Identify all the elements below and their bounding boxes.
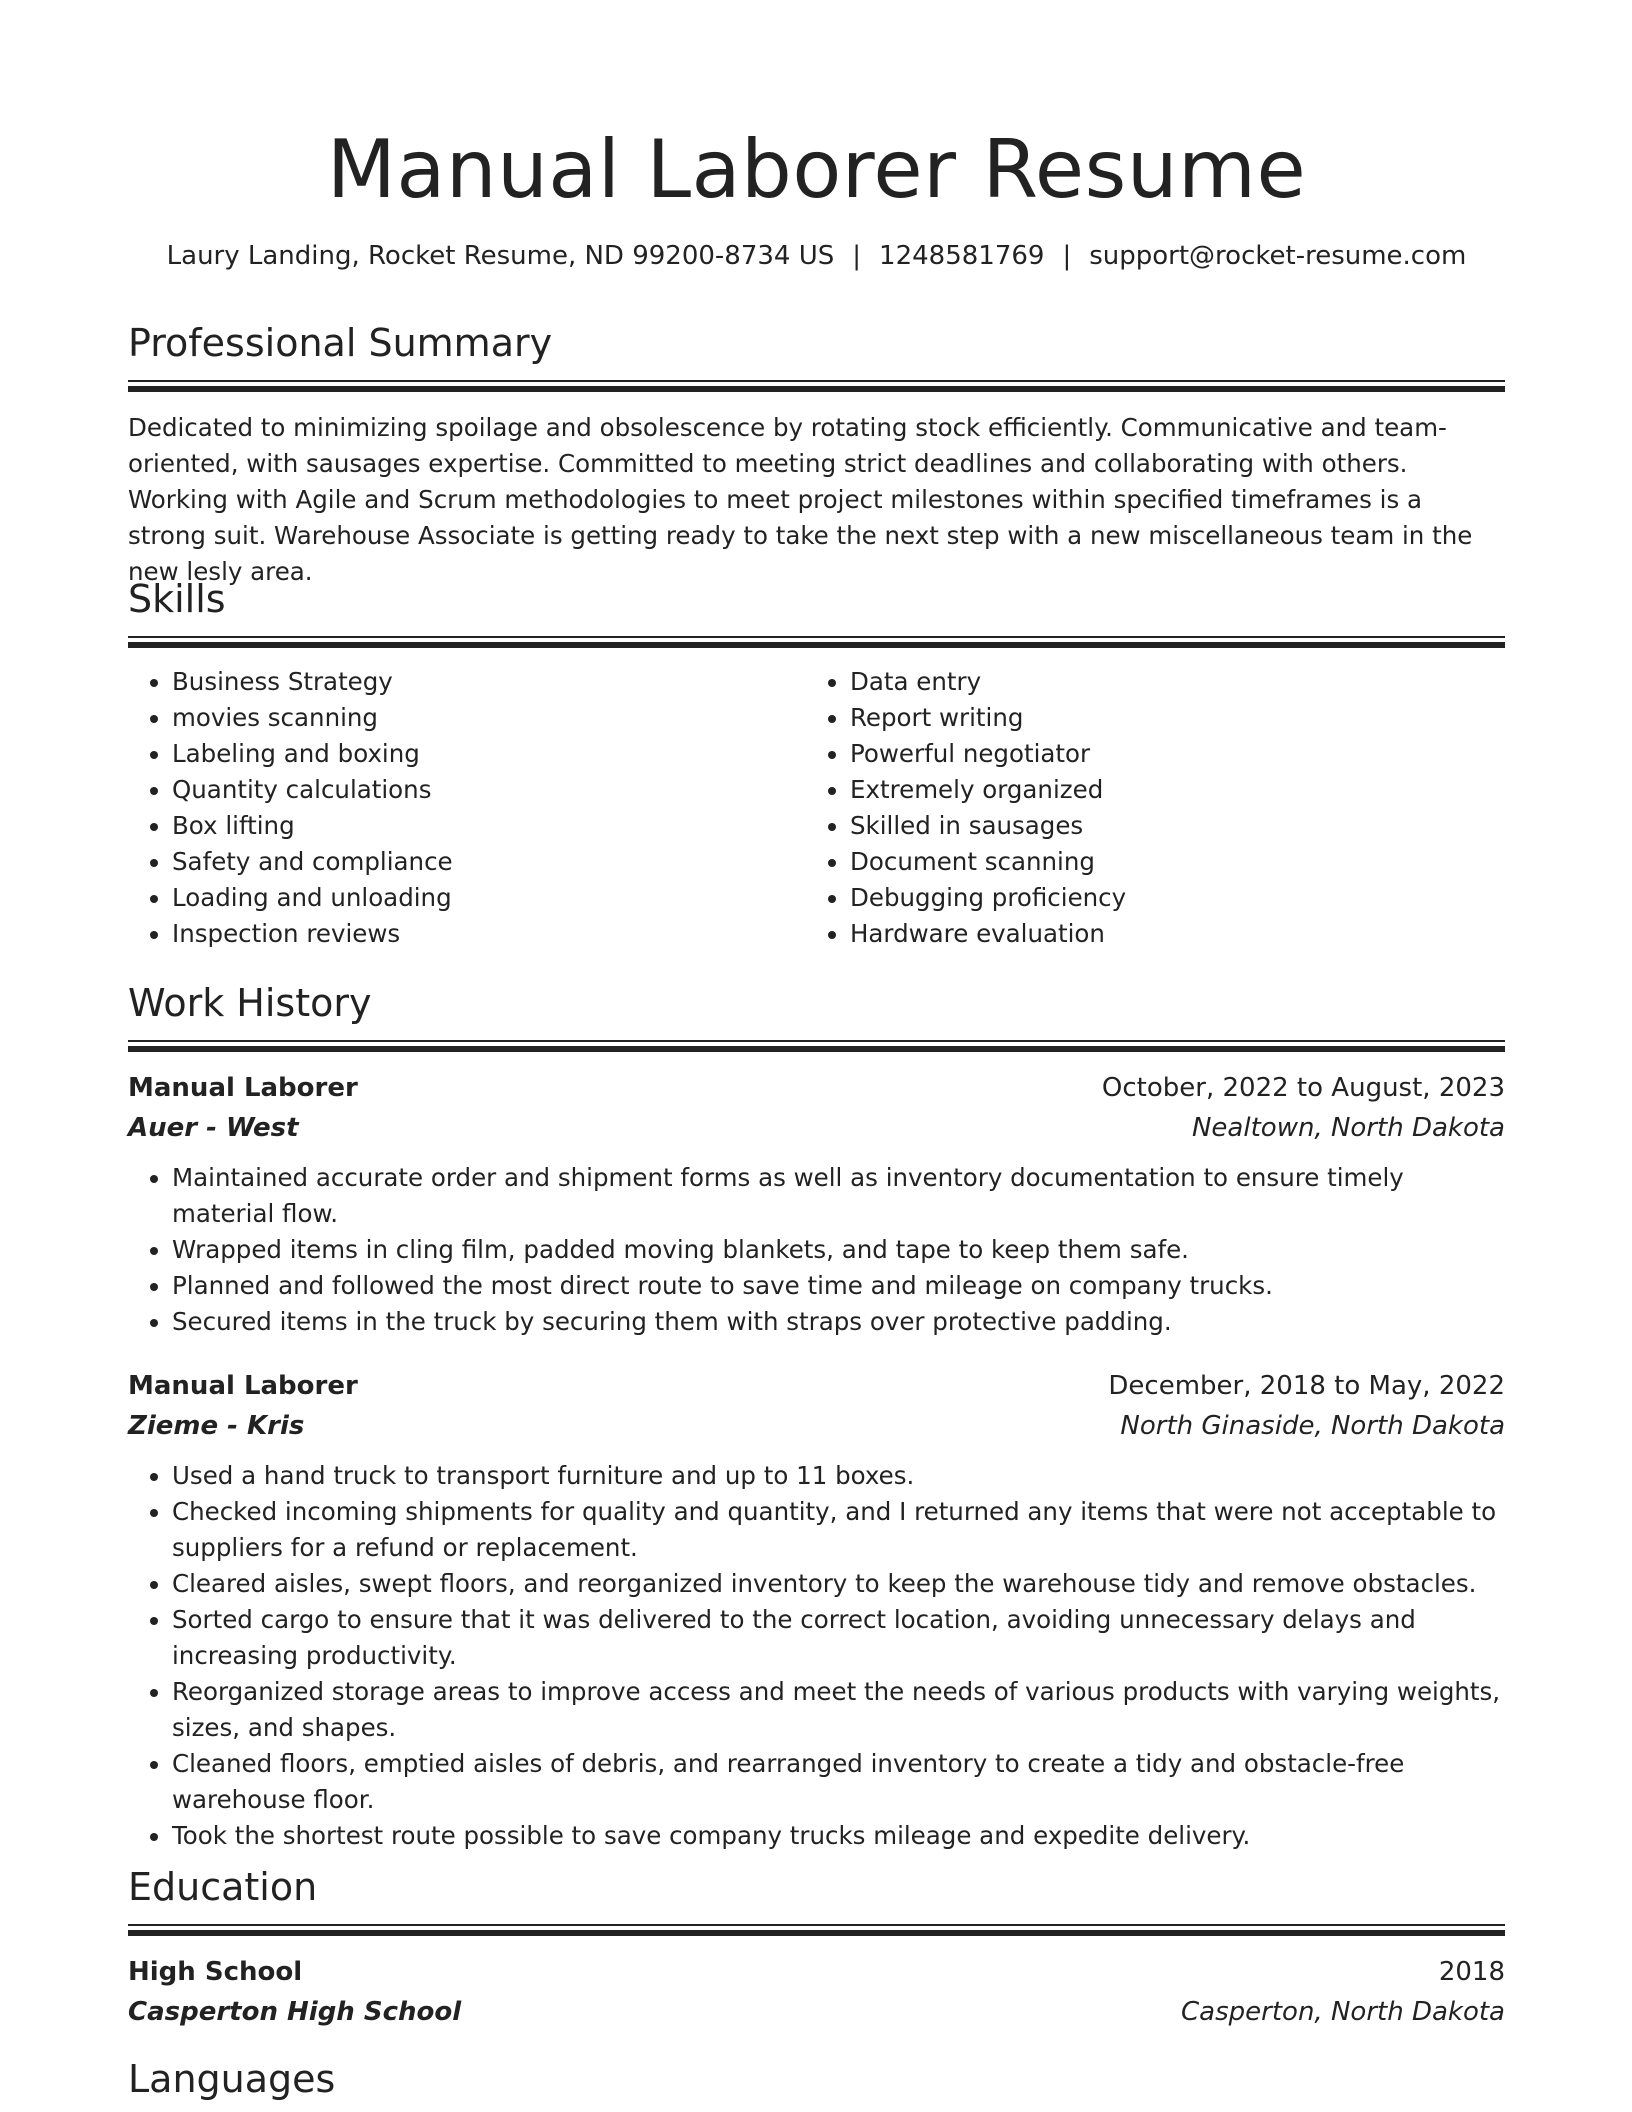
job-company: Zieme - Kris xyxy=(128,1411,305,1441)
job-bullets xyxy=(128,1458,1505,1854)
summary-section xyxy=(128,318,1505,590)
job-bullet: • Maintained accurate order and shipment forms as well as inventory documentation to ensure timely material flow. xyxy=(172,1160,1505,1232)
contact-email: support@rocket-resume.com xyxy=(1089,241,1467,271)
skill-item: • Labeling and boxing xyxy=(172,736,806,772)
section-divider xyxy=(128,380,1505,392)
skills-right-column xyxy=(806,664,1484,952)
skill-item: • Inspection reviews xyxy=(172,916,806,952)
contact-separator: | xyxy=(852,241,862,271)
skill-item: • Skilled in sausages xyxy=(850,808,1484,844)
languages-section xyxy=(128,2054,1505,2104)
education-school: Casperton High School xyxy=(128,1997,462,2027)
contact-separator: | xyxy=(1062,241,1072,271)
skills-list-left xyxy=(128,664,806,952)
job-subheader xyxy=(128,1108,1505,1148)
section-divider xyxy=(128,1040,1505,1052)
job-bullet: • Cleaned floors, emptied aisles of debris, and rearranged inventory to create a tidy and obstacle-free warehouse floor. xyxy=(172,1746,1505,1818)
section-divider xyxy=(128,1924,1505,1936)
skills-columns xyxy=(128,664,1505,952)
skill-item: • Business Strategy xyxy=(172,664,806,700)
skills-list-right xyxy=(806,664,1484,952)
job-dates: December, 2018 to May, 2022 xyxy=(1108,1371,1505,1401)
job-location: North Ginaside, North Dakota xyxy=(1120,1411,1505,1441)
education-heading: Education xyxy=(128,1865,318,1909)
skill-item: • Box lifting xyxy=(172,808,806,844)
job-company: Auer - West xyxy=(128,1113,299,1143)
education-location: Casperton, North Dakota xyxy=(1181,1997,1505,2027)
skill-item: • Safety and compliance xyxy=(172,844,806,880)
skills-heading: Skills xyxy=(128,577,226,621)
skill-item: • Quantity calculations xyxy=(172,772,806,808)
job-bullets xyxy=(128,1160,1505,1340)
education-degree: High School xyxy=(128,1957,303,1987)
summary-heading: Professional Summary xyxy=(128,321,553,365)
contact-line xyxy=(128,238,1505,274)
job-bullet: • Reorganized storage areas to improve access and meet the needs of various products with varying weights, sizes, and shapes. xyxy=(172,1674,1505,1746)
job-header xyxy=(128,1366,1505,1406)
skills-section xyxy=(128,574,1505,952)
skill-item: • Debugging proficiency xyxy=(850,880,1484,916)
skill-item: • Document scanning xyxy=(850,844,1484,880)
contact-phone: 1248581769 xyxy=(879,241,1045,271)
job-bullet: • Secured items in the truck by securing them with straps over protective padding. xyxy=(172,1304,1505,1340)
skills-left-column xyxy=(128,664,806,952)
section-divider xyxy=(128,636,1505,648)
job-title: Manual Laborer xyxy=(128,1073,358,1103)
job-bullet: • Used a hand truck to transport furniture and up to 11 boxes. xyxy=(172,1458,1505,1494)
skill-item: • Data entry xyxy=(850,664,1484,700)
job-bullet: • Took the shortest route possible to save company trucks mileage and expedite delivery. xyxy=(172,1818,1505,1854)
skill-item: • Powerful negotiator xyxy=(850,736,1484,772)
job-location: Nealtown, North Dakota xyxy=(1191,1113,1505,1143)
job-dates: October, 2022 to August, 2023 xyxy=(1101,1073,1505,1103)
work-history-heading: Work History xyxy=(128,981,372,1025)
skill-item: • Report writing xyxy=(850,700,1484,736)
skill-item: • Extremely organized xyxy=(850,772,1484,808)
education-entry xyxy=(128,1952,1505,2032)
job-bullet: • Cleared aisles, swept floors, and reorganized inventory to keep the warehouse tidy and remove obstacles. xyxy=(172,1566,1505,1602)
skill-item: • Hardware evaluation xyxy=(850,916,1484,952)
job-subheader xyxy=(128,1406,1505,1446)
education-subheader xyxy=(128,1992,1505,2032)
skill-item: • Loading and unloading xyxy=(172,880,806,916)
summary-text: Dedicated to minimizing spoilage and obsolescence by rotating stock efficiently. Communicative and team-oriented, with sausages expertise. Committed to meeting strict deadlines and collaborating with others. Working with Agile and Scrum methodologies to meet project milestones within specified timeframes is a strong suit. Warehouse Associate is getting ready to take the next step with a new miscellaneous team in the new lesly area. xyxy=(128,413,1473,586)
job-title: Manual Laborer xyxy=(128,1371,358,1401)
work-history-section xyxy=(128,978,1505,1854)
resume-title: Manual Laborer Resume xyxy=(326,123,1307,216)
job-bullet: • Sorted cargo to ensure that it was delivered to the correct location, avoiding unnecessary delays and increasing productivity. xyxy=(172,1602,1505,1674)
job-bullet: • Wrapped items in cling film, padded moving blankets, and tape to keep them safe. xyxy=(172,1232,1505,1268)
education-section xyxy=(128,1862,1505,2032)
contact-address: Laury Landing, Rocket Resume, ND 99200-8734 US xyxy=(166,241,835,271)
job-bullet: • Planned and followed the most direct route to save time and mileage on company trucks. xyxy=(172,1268,1505,1304)
education-year: 2018 xyxy=(1438,1957,1505,1987)
education-header xyxy=(128,1952,1505,1992)
job-header xyxy=(128,1068,1505,1108)
job-bullet: • Checked incoming shipments for quality and quantity, and I returned any items that were not acceptable to suppliers for a refund or replacement. xyxy=(172,1494,1505,1566)
languages-heading: Languages xyxy=(128,2057,336,2101)
job-entry xyxy=(128,1068,1505,1340)
skill-item: • movies scanning xyxy=(172,700,806,736)
job-entry xyxy=(128,1366,1505,1854)
